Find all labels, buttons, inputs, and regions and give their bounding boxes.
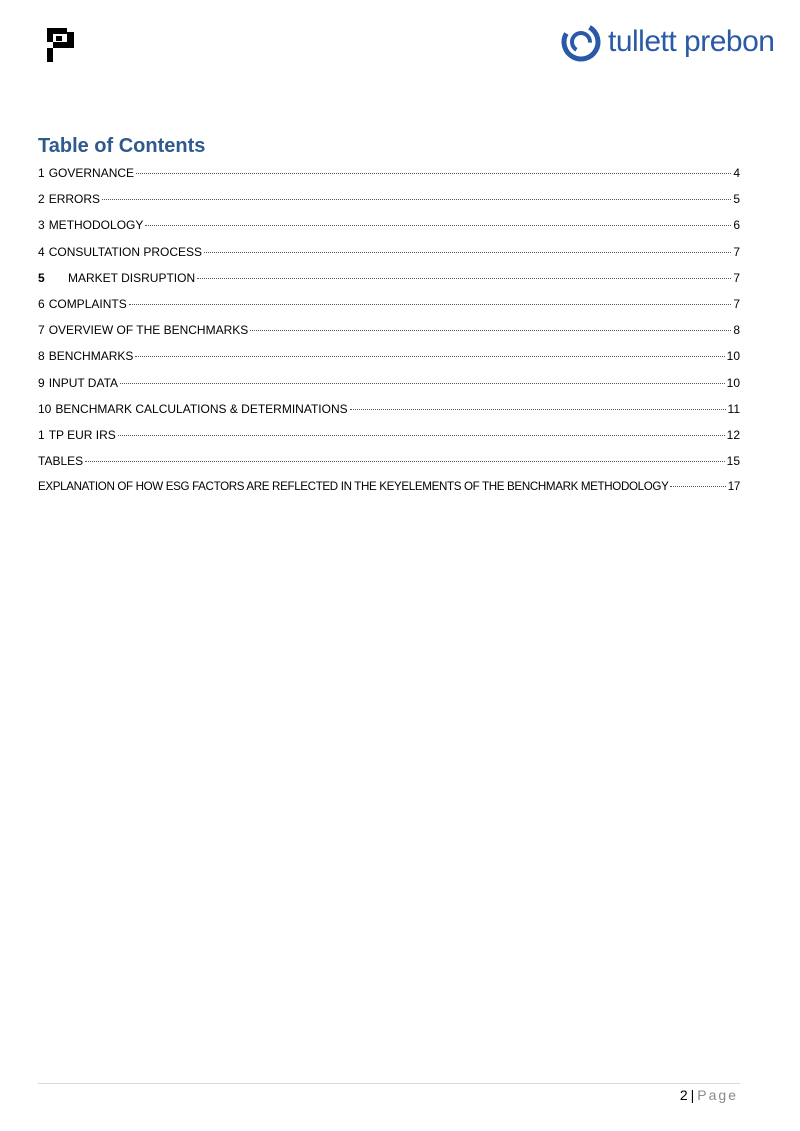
toc-entry-label: EXPLANATION OF HOW ESG FACTORS ARE REFLECTED IN THE KEYELEMENTS OF THE BENCHMARK METHODOLOGY [38, 480, 669, 494]
dot-leader [670, 486, 725, 487]
toc-entry-methodology[interactable] [38, 216, 740, 242]
toc-entry-complaints[interactable] [38, 295, 740, 321]
toc-entry-number: 1 [38, 427, 45, 442]
footer-divider [38, 1083, 740, 1084]
toc-entry-number: 10 [38, 401, 52, 416]
toc-entry-number: 7 [38, 323, 45, 338]
toc-entry-page: 11 [727, 401, 740, 416]
dot-leader [120, 383, 725, 384]
toc-entry-label: COMPLAINTS [48, 296, 127, 311]
toc-entry-market-disruption[interactable] [38, 269, 740, 295]
dot-leader [135, 356, 724, 357]
dot-leader [250, 330, 731, 331]
toc-entry-number: 2 [38, 192, 45, 207]
table-of-contents [38, 164, 740, 504]
dot-leader [102, 199, 731, 200]
dot-leader [85, 461, 725, 462]
dot-leader [129, 304, 732, 305]
toc-entry-label: BENCHMARK CALCULATIONS & DETERMINATIONS [55, 401, 348, 416]
toc-entry-page: 7 [733, 270, 740, 285]
toc-entry-page: 4 [733, 166, 740, 180]
page-footer [680, 1087, 738, 1103]
toc-entry-page: 6 [733, 218, 740, 233]
dot-leader [136, 173, 731, 174]
footer-separator: | [690, 1087, 695, 1103]
toc-entry-label: MARKET DISRUPTION [68, 270, 196, 285]
tullett-prebon-logo [560, 20, 775, 64]
toc-entry-page: 8 [733, 323, 740, 338]
dot-leader [197, 278, 731, 279]
dot-leader [350, 409, 726, 410]
toc-entry-page: 10 [726, 375, 740, 390]
toc-entry-number: 8 [38, 349, 45, 364]
brand-name: tullett prebon [608, 25, 775, 58]
toc-entry-esg-explanation[interactable] [38, 478, 740, 504]
toc-entry-label: METHODOLOGY [48, 218, 144, 233]
toc-entry-number: 4 [38, 244, 45, 259]
pixel-p-logo-icon [44, 26, 78, 64]
toc-entry-label: CONSULTATION PROCESS [48, 244, 203, 259]
toc-entry-label: INPUT DATA [48, 375, 119, 390]
toc-entry-page: 10 [726, 349, 740, 364]
toc-entry-number: 6 [38, 296, 45, 311]
toc-entry-page: 15 [726, 454, 740, 469]
toc-entry-page: 5 [733, 192, 740, 207]
toc-entry-consultation-process[interactable] [38, 243, 740, 269]
toc-entry-benchmarks[interactable] [38, 347, 740, 373]
toc-title: Table of Contents [38, 135, 206, 157]
toc-entry-label: OVERVIEW OF THE BENCHMARKS [48, 323, 249, 338]
toc-entry-label: GOVERNANCE [48, 166, 135, 180]
toc-entry-input-data[interactable] [38, 374, 740, 400]
dot-leader [118, 435, 725, 436]
footer-page-number: 2 [679, 1087, 688, 1103]
toc-entry-page: 12 [726, 427, 740, 442]
toc-entry-number: 9 [38, 375, 45, 390]
toc-entry-benchmark-calculations[interactable] [38, 400, 740, 426]
toc-entry-errors[interactable] [38, 190, 740, 216]
toc-entry-governance[interactable] [38, 164, 740, 190]
toc-entry-label: TP EUR IRS [48, 427, 116, 442]
toc-entry-label: ERRORS [48, 192, 101, 207]
toc-entry-number: 1 [38, 166, 45, 180]
toc-entry-number: 5 [38, 270, 45, 285]
toc-entry-tables[interactable] [38, 452, 740, 478]
dot-leader [145, 225, 731, 226]
toc-entry-page: 17 [727, 480, 740, 494]
footer-page-word: Page [697, 1087, 738, 1103]
toc-entry-label: BENCHMARKS [48, 349, 134, 364]
dot-leader [204, 252, 731, 253]
toc-entry-page: 7 [733, 244, 740, 259]
toc-entry-overview-of-the-benchmarks[interactable] [38, 321, 740, 347]
toc-entry-page: 7 [733, 296, 740, 311]
swirl-logo-icon [560, 21, 602, 63]
toc-entry-tp-eur-irs[interactable] [38, 426, 740, 452]
toc-entry-label: TABLES [38, 454, 84, 469]
toc-entry-number: 3 [38, 218, 45, 233]
